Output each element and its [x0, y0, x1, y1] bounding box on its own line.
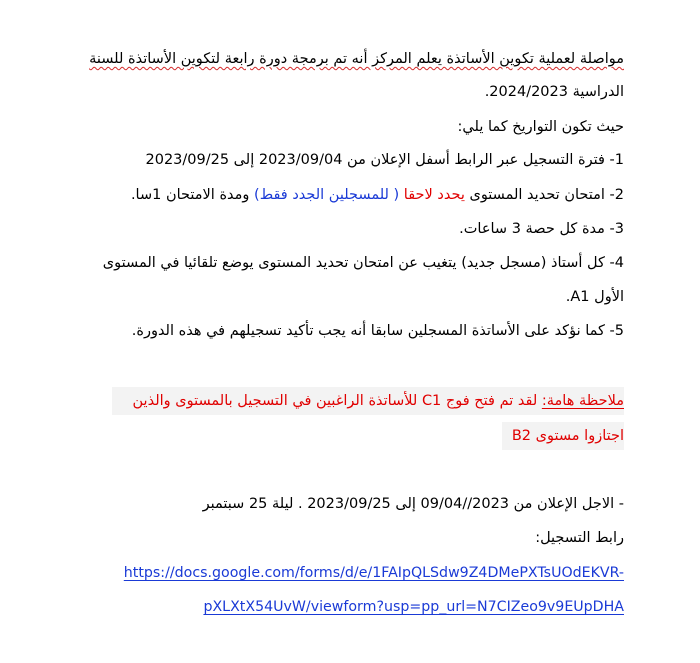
link-label-line [535, 527, 624, 549]
list-item-4-line-1-text: 4- كل أستاذ (مسجل جديد) يتغيب عن امتحان تحديد المستوى يوضع تلقائيا في المستوى [102, 255, 624, 271]
list-item-3-text: 3- مدة كل حصة 3 ساعات. [459, 221, 624, 237]
list-item-5-text: 5- كما نؤكد على الأساتذة المسجلين سابقا أنه يجب تأكيد تسجيلهم في هذه الدورة. [131, 323, 624, 339]
paragraph-intro-line-1 [89, 48, 624, 70]
paragraph-intro-line-2 [485, 81, 624, 103]
deadline-text: - الاجل الإعلان من 2023//09/04 إلى 2023/09/25 . ليلة 25 سبتمبر [202, 496, 624, 512]
link-label-text: رابط التسجيل: [535, 530, 624, 546]
list-item-2 [131, 184, 624, 206]
list-item-2-prefix: 2- امتحان تحديد المستوى [464, 187, 624, 203]
list-item-2-suffix: ومدة الامتحان 1سا. [130, 187, 255, 203]
registration-link-line-2[interactable]: pXLXtX54UvW/viewform?usp=pp_url=N7CIZeo9v9EUpDHA [203, 599, 624, 615]
intro-line-2-text: الدراسية 2024/2023. [484, 84, 624, 100]
deadline-line [203, 493, 624, 515]
registration-link-line-1[interactable]: https://docs.google.com/forms/d/e/1FAIpQLSdw9Z4DMePXTsUOdEKVR- [123, 565, 624, 581]
dates-intro [458, 116, 624, 138]
note-line-1-text: لقد تم فتح فوج C1 للأساتذة الراغبين في التسجيل بالمستوى والذين [132, 393, 542, 409]
intro-line-1-text: مواصلة لعملية تكوين الأساتذة يعلم المركز أنه تم برمجة دورة رابعة لتكوين الأساتذة للسنة [89, 51, 624, 67]
list-item-4-line-2 [566, 286, 624, 308]
note-line-2 [512, 425, 624, 447]
list-item-4-line-1 [103, 252, 624, 274]
note-line-1 [133, 390, 624, 412]
list-item-1 [146, 149, 625, 171]
list-item-2-red-text: يحدد لاحقا [403, 187, 465, 203]
note-label: ملاحظة هامة: [541, 393, 624, 409]
list-item-5 [132, 320, 624, 342]
dates-intro-text: حيث تكون التواريخ كما يلي: [457, 119, 624, 135]
note-line-2-text: اجتازوا مستوى B2 [511, 428, 624, 444]
list-item-2-blue-text: ( للمسجلين الجدد فقط) [254, 187, 404, 203]
list-item-1-text: 1- فترة التسجيل عبر الرابط أسفل الإعلان من 2023/09/04 إلى 2023/09/25 [145, 152, 624, 168]
list-item-3 [459, 218, 624, 240]
list-item-4-line-2-text: الأول A1. [565, 289, 624, 305]
